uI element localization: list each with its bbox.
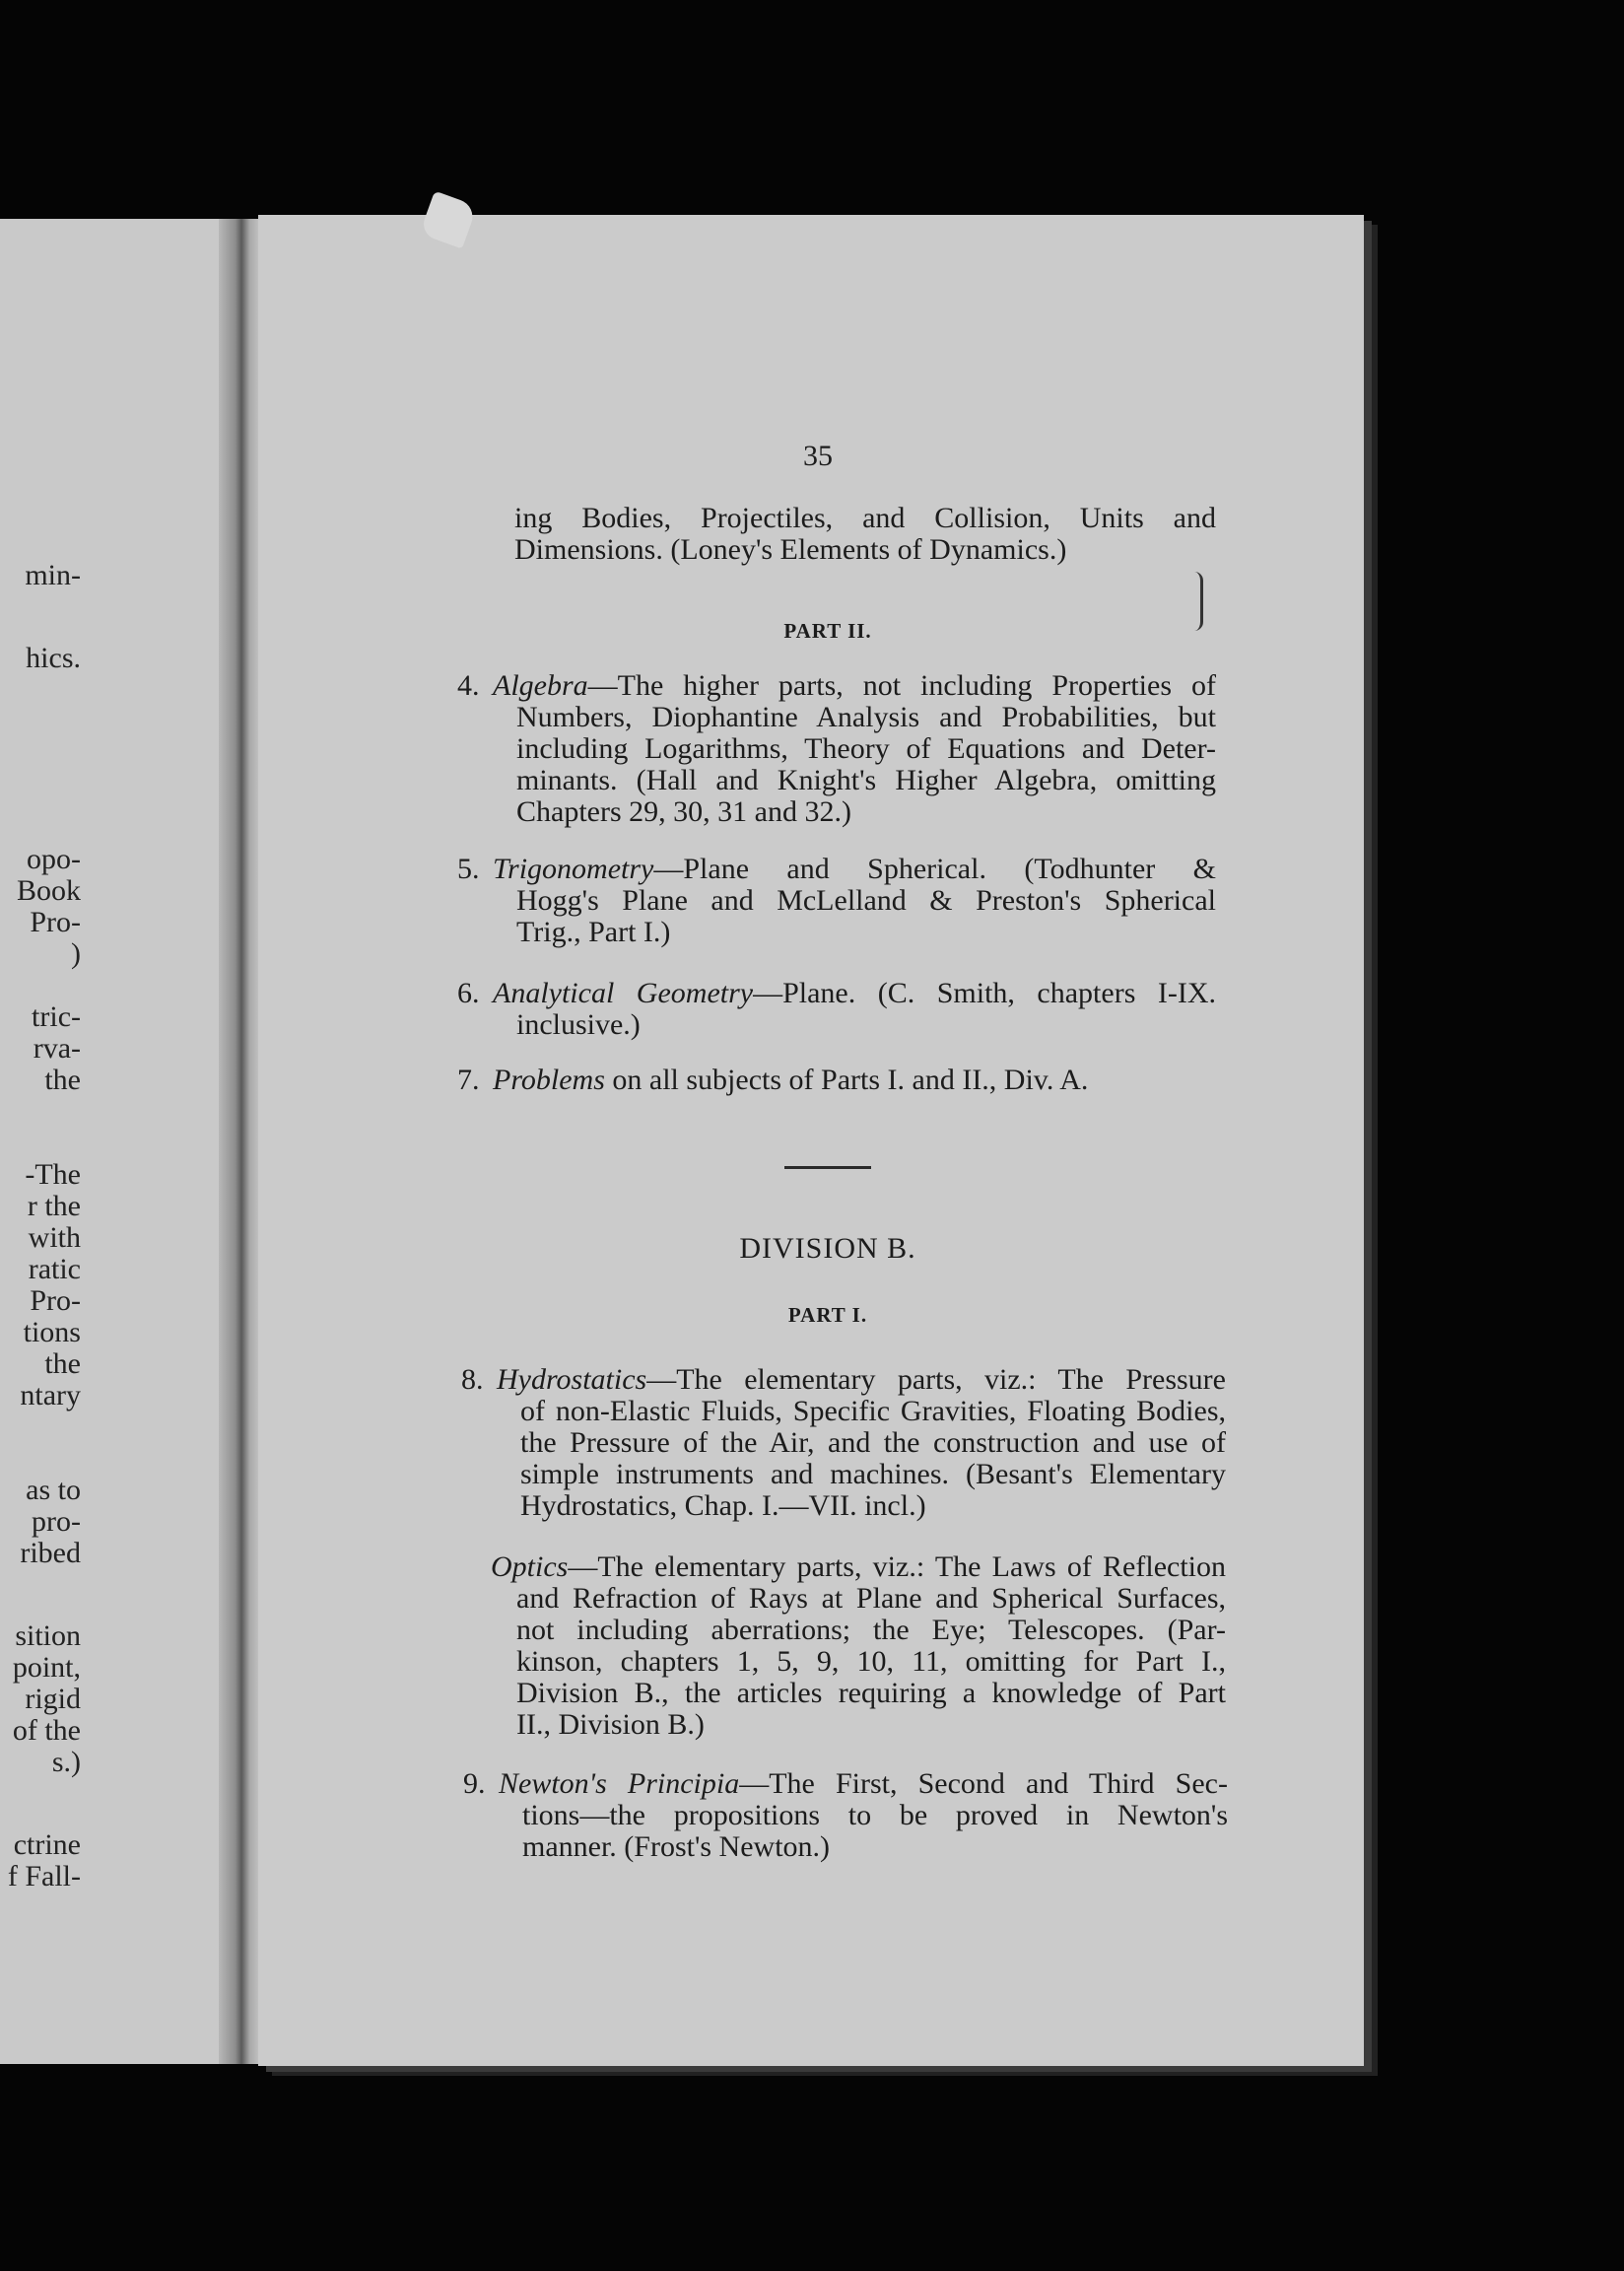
margin-mark <box>1194 572 1203 631</box>
item-line: including Logarithms, Theory of Equations and Deter- <box>516 732 1216 765</box>
item-title: Newton's Principia <box>499 1767 740 1800</box>
left-page-fragment: opo- <box>27 844 81 875</box>
left-page-fragment: ntary <box>20 1380 81 1411</box>
item-title: Problems <box>493 1064 605 1096</box>
item-line <box>493 854 1216 885</box>
left-page-fragment: ctrine <box>13 1829 81 1861</box>
list-item <box>457 977 1217 1041</box>
left-page-fragment: sition <box>15 1620 81 1652</box>
item-title: Optics <box>491 1550 569 1583</box>
item-text: —The higher parts, not including Properties of <box>587 669 1216 702</box>
left-page-fragment: -The <box>25 1159 81 1191</box>
left-page-fragment: tions <box>23 1317 81 1348</box>
left-page-fragment: rigid <box>25 1684 81 1715</box>
left-page-fragment: pro- <box>32 1506 81 1538</box>
item-line: manner. (Frost's Newton.) <box>522 1830 831 1863</box>
left-page-fragment: rva- <box>33 1033 81 1065</box>
item-line: II., Division B.) <box>516 1708 705 1741</box>
item-line <box>491 1551 1226 1583</box>
left-page-fragment: ribed <box>20 1538 81 1569</box>
item-title: Analytical Geometry <box>493 977 754 1009</box>
left-page-fragment: min- <box>25 560 81 591</box>
item-line: of non-Elastic Fluids, Specific Gravities, Floating Bodies, <box>520 1395 1226 1427</box>
item-line: Numbers, Diophantine Analysis and Probabilities, but <box>516 701 1216 733</box>
item-text: on all subjects of Parts I. and II., Div. A. <box>604 1064 1089 1096</box>
item-line: inclusive.) <box>516 1008 641 1041</box>
list-item <box>457 853 1216 948</box>
item-text: —Plane. (C. Smith, chapters I-IX. <box>753 977 1217 1009</box>
left-page-fragment: r the <box>27 1191 81 1222</box>
book-gutter <box>219 219 260 2064</box>
item-line: simple instruments and machines. (Besant's Elementary <box>520 1458 1226 1490</box>
left-page-fragment: ratic <box>28 1254 81 1285</box>
item-number: 4. <box>457 669 480 702</box>
item-line: Hydrostatics, Chap. I.—VII. incl.) <box>520 1489 926 1522</box>
item-line: Chapters 29, 30, 31 and 32.) <box>516 795 851 828</box>
section-divider <box>784 1166 871 1169</box>
left-page-fragment: point, <box>12 1652 81 1684</box>
list-item <box>491 1551 1226 1741</box>
division-heading: DIVISION B. <box>739 1232 916 1265</box>
item-title: Algebra <box>493 669 588 702</box>
page-number: 35 <box>803 440 833 472</box>
left-page-fragment: the <box>44 1065 81 1096</box>
left-page-fragment: s.) <box>51 1747 81 1778</box>
left-page-fragment: tric- <box>32 1001 81 1033</box>
item-line <box>497 1364 1226 1396</box>
list-item <box>457 1064 1216 1096</box>
continuation-text <box>514 503 1216 566</box>
left-page-fragment: the <box>44 1348 81 1380</box>
item-number: 5. <box>457 853 480 885</box>
left-page-fragment: Pro- <box>30 907 81 938</box>
item-text: —Plane and Spherical. (Todhunter & <box>653 853 1216 885</box>
item-line: and Refraction of Rays at Plane and Spherical Surfaces, <box>516 1582 1226 1615</box>
part-heading: PART II. <box>783 619 872 643</box>
item-line: Hogg's Plane and McLelland & Preston's Spherical <box>516 884 1216 917</box>
continuation-line: ing Bodies, Projectiles, and Collision, Units and <box>514 502 1216 534</box>
item-line: the Pressure of the Air, and the construction and use of <box>520 1426 1226 1459</box>
list-item <box>461 1363 1226 1522</box>
item-number: 9. <box>463 1767 486 1800</box>
item-line <box>499 1768 1228 1800</box>
item-line: minants. (Hall and Knight's Higher Algebra, omitting <box>516 764 1216 796</box>
item-text: —The elementary parts, viz.: The Laws of Reflection <box>568 1550 1226 1583</box>
item-number: 8. <box>461 1363 484 1396</box>
left-page-fragment: with <box>28 1222 81 1254</box>
item-line <box>493 1065 1216 1096</box>
continuation-line: Dimensions. (Loney's Elements of Dynamics.) <box>514 533 1067 566</box>
item-text: —The First, Second and Third Sec- <box>739 1767 1228 1800</box>
item-number: 7. <box>457 1064 480 1096</box>
item-line <box>493 978 1216 1009</box>
item-line: not including aberrations; the Eye; Telescopes. (Par- <box>516 1614 1226 1646</box>
item-line: tions—the propositions to be proved in Newton's <box>522 1799 1228 1831</box>
left-page-fragment: f Fall- <box>7 1861 81 1892</box>
left-page-fragment: hics. <box>26 643 81 674</box>
part-heading: PART I. <box>787 1303 868 1327</box>
list-item <box>457 669 1216 828</box>
item-title: Hydrostatics <box>497 1363 647 1396</box>
item-line: kinson, chapters 1, 5, 9, 10, 11, omitting for Part I., <box>516 1645 1226 1678</box>
item-line: Division B., the articles requiring a knowledge of Part <box>516 1677 1226 1709</box>
left-page-fragment: of the <box>12 1715 81 1747</box>
item-line <box>493 670 1216 702</box>
list-item <box>463 1767 1228 1863</box>
item-text: —The elementary parts, viz.: The Pressure <box>646 1363 1226 1396</box>
left-page-fragment: as to <box>26 1475 81 1506</box>
item-number: 6. <box>457 977 480 1009</box>
item-line: Trig., Part I.) <box>516 916 671 948</box>
left-page-fragment: ) <box>71 938 81 970</box>
left-page-fragment: Book <box>16 875 81 907</box>
item-title: Trigonometry <box>493 853 654 885</box>
left-page-fragment: Pro- <box>30 1285 81 1317</box>
